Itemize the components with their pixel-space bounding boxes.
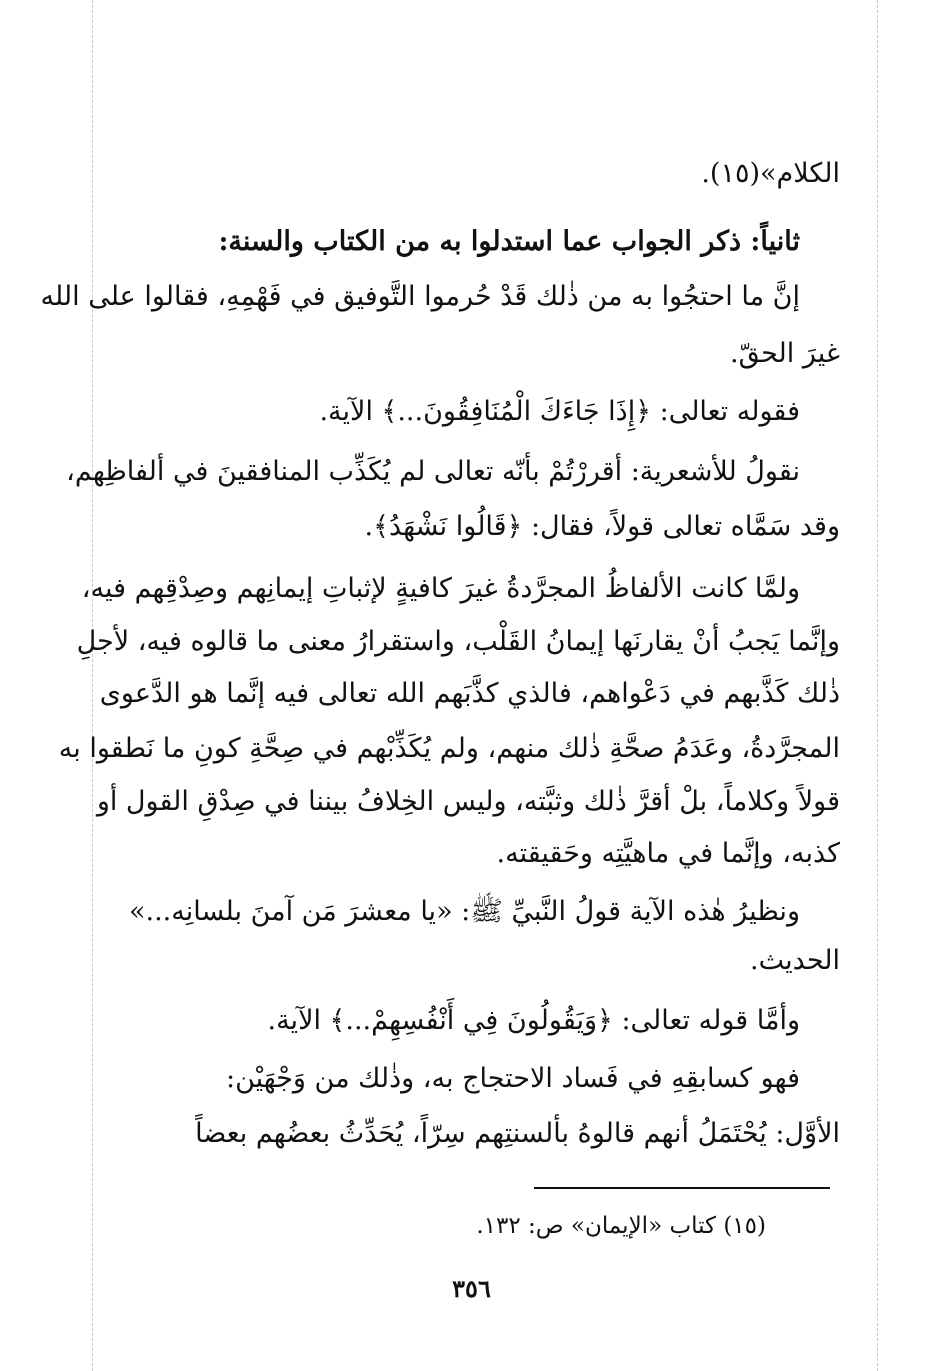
footnote-separator xyxy=(534,1187,830,1189)
text-line-11: المجرَّدةُ، وعَدَمُ صحَّةِ ذٰلك منهم، ولم يُكَذِّبْهم في صِحَّةِ كونِ ما نَطقوا به xyxy=(58,733,840,764)
text-line-3: إنَّ ما احتجُوا به من ذٰلك قَدْ حُرموا التَّوفيق في فَهْمِهِ، فقالوا على الله xyxy=(40,281,800,312)
footnote: (١٥) كتاب «الإيمان» ص: ١٣٢. xyxy=(476,1213,766,1239)
text-line-8: ولمَّا كانت الألفاظُ المجرَّدةُ غيرَ كافيةٍ لإثباتِ إيمانِهم وصِدْقِهم فيه، xyxy=(81,573,800,604)
text-line-9: وإنَّما يَجبُ أنْ يقارنَها إيمانُ القَلْب، واستقرارُ معنى ما قالوه فيه، لأجلِ xyxy=(76,626,840,657)
text-line-12: قولاً وكلاماً، بلْ أقرَّ ذٰلك وثبَّته، وليس الخِلافُ بيننا في صِدْقِ القول أو xyxy=(96,786,840,817)
section-heading: ثانياً: ذكر الجواب عما استدلوا به من الكتاب والسنة: xyxy=(218,226,800,257)
right-guide-line xyxy=(877,0,878,1371)
left-guide-line xyxy=(92,0,93,1371)
text-line-13: كذبه، وإنَّما في ماهيَّتِه وحَقيقته. xyxy=(496,838,840,869)
text-line-17: فهو كسابقِهِ في فَساد الاحتجاج به، وذٰلك من وَجْهَيْن: xyxy=(226,1063,800,1094)
text-line-1: الكلام»(١٥). xyxy=(701,158,840,189)
text-line-7: وقد سَمَّاه تعالى قولاً، فقال: ﴿قَالُوا نَشْهَدُ﴾. xyxy=(364,511,840,542)
text-line-4: غيرَ الحقّ. xyxy=(729,338,840,369)
text-line-16: وأمَّا قوله تعالى: ﴿وَيَقُولُونَ فِي أَنْفُسِهِمْ...﴾ الآية. xyxy=(267,1005,800,1036)
text-line-6: نقولُ للأشعرية: أقررْتُمْ بأنّه تعالى لم يُكَذِّب المنافقينَ في ألفاظِهم، xyxy=(66,456,800,487)
text-line-14: ونظيرُ هٰذه الآية قولُ النَّبيِّ ﷺ: «يا معشرَ مَن آمنَ بلسانِه...» xyxy=(128,896,800,927)
page-number: ٣٥٦ xyxy=(452,1274,491,1303)
text-line-18: الأوَّل: يُحْتَمَلُ أنهم قالوهُ بألسنتِهم سِرّاً، يُحَدِّثُ بعضُهم بعضاً xyxy=(195,1118,840,1149)
text-line-5: فقوله تعالى: ﴿إِذَا جَاءَكَ الْمُنَافِقُونَ...﴾ الآية. xyxy=(319,396,800,427)
text-line-15: الحديث. xyxy=(750,945,840,976)
text-line-10: ذٰلك كَذَّبهم في دَعْواهم، فالذي كذَّبَهم الله تعالى فيه إنَّما هو الدَّعوى xyxy=(99,678,840,709)
